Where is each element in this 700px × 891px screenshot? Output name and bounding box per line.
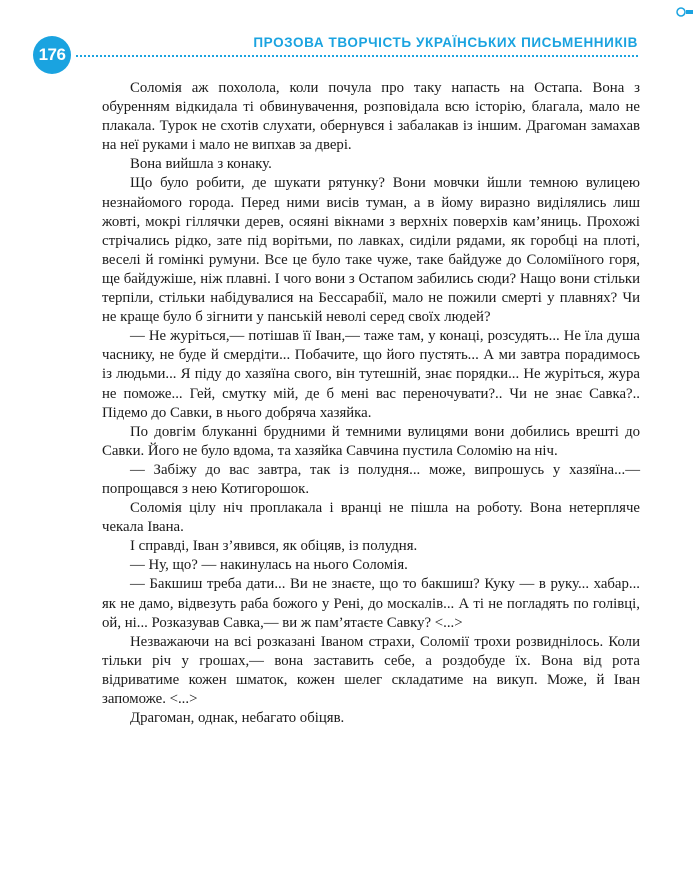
paragraph: По довгім блуканні брудними й темними вулицями вони добились врешті до Савки. Його не було вдома, та хазяйка Савчина пустила Соломію на ніч. (102, 423, 640, 459)
paragraph: Що було робити, де шукати рятунку? Вони мовчки йшли темною вулицею незнайомого города. Перед ними висів туман, а в йому виразно виділялись лиш жовті, мокрі гіллячки дерев, осяяні вікнами з верхніх поверхів кам’яниць. Прохожі стрічались рідко, зате під ворітьми, по лавках, сиділи рядами, як горобці на плоті, веселі й гомінкі румуни. Все це було таке чуже, таке байдуже до Соломіїного горя, ще байдужіше, ніж плавні. І чого вони з Остапом забились сюди? Нащо вони стільки терпіли, стільки набідувалися на Бессарабії, мало не пожили смерті у плавнях? Чи не краще було б зігнити у панській неволі серед своїх людей? (102, 175, 640, 326)
paragraph: Драгоман, однак, небагато обіцяв. (130, 710, 345, 727)
page-number: 176 (33, 36, 71, 74)
paragraph: Соломія цілу ніч проплакала і вранці не пішла на роботу. Вона нетерпляче чекала Івана. (102, 500, 640, 536)
paragraph: Вона вийшла з конаку. (130, 156, 272, 173)
paragraph: І справді, Іван з’явився, як обіцяв, із полудня. (130, 538, 418, 555)
paragraph: — Забіжу до вас завтра, так із полудня... може, випрошусь у хазяїна...— попрощався з нею Котигорошок. (102, 461, 640, 497)
paragraph: — Ну, що? — накинулась на нього Соломія. (130, 557, 408, 574)
running-header-title: ПРОЗОВА ТВОРЧІСТЬ УКРАЇНСЬКИХ ПИСЬМЕННИКІВ (253, 35, 638, 50)
publisher-logo-icon (676, 6, 694, 18)
paragraph: — Не журіться,— потішав її Іван,— таже там, у конаці, розсудять... Не їла душа часнику, не буде й смердіти... Побачите, що його пустять... А ми завтра порадимось із людьми... Я піду до хазяїна свого, він тутешній, знає порядки... Не журіться, жура не поможе... Гей, смутку мій, де б мені вас переночувати?.. Чи не знає Савка?.. Підемо до Савки, в нього добряча хазяйка. (102, 328, 640, 421)
body-text (102, 79, 640, 728)
paragraph: — Бакшиш треба дати... Ви не знаєте, що то бакшиш? Куку — в руку... хабар... як не дамо, відвезуть раба божого у Рені, до москалів... А ті не погладять по голівці, ой, ні... Розказував Савка,— ви ж пам’ятаєте Савку? <...> (102, 576, 640, 631)
header-dotted-rule (76, 55, 638, 57)
paragraph: Соломія аж похолола, коли почула про таку напасть на Остапа. Вона з обуренням відкидала ті обвинувачення, розповідала всю історію, благала, мало не плакала. Турок не схотів слухати, обернувся і забалакав із іншим. Драгоман замахав на неї руками і мало не випхав за двері. (102, 80, 640, 154)
paragraph: Незважаючи на всі розказані Іваном страхи, Соломії трохи розвиднілось. Коли тільки річ у грошах,— вона заставить себе, а роздобуде їх. Вона від рота відриватиме кожен шматок, кожен шелег складатиме на викуп. Може, й Іван запоможе. <...> (102, 633, 640, 707)
